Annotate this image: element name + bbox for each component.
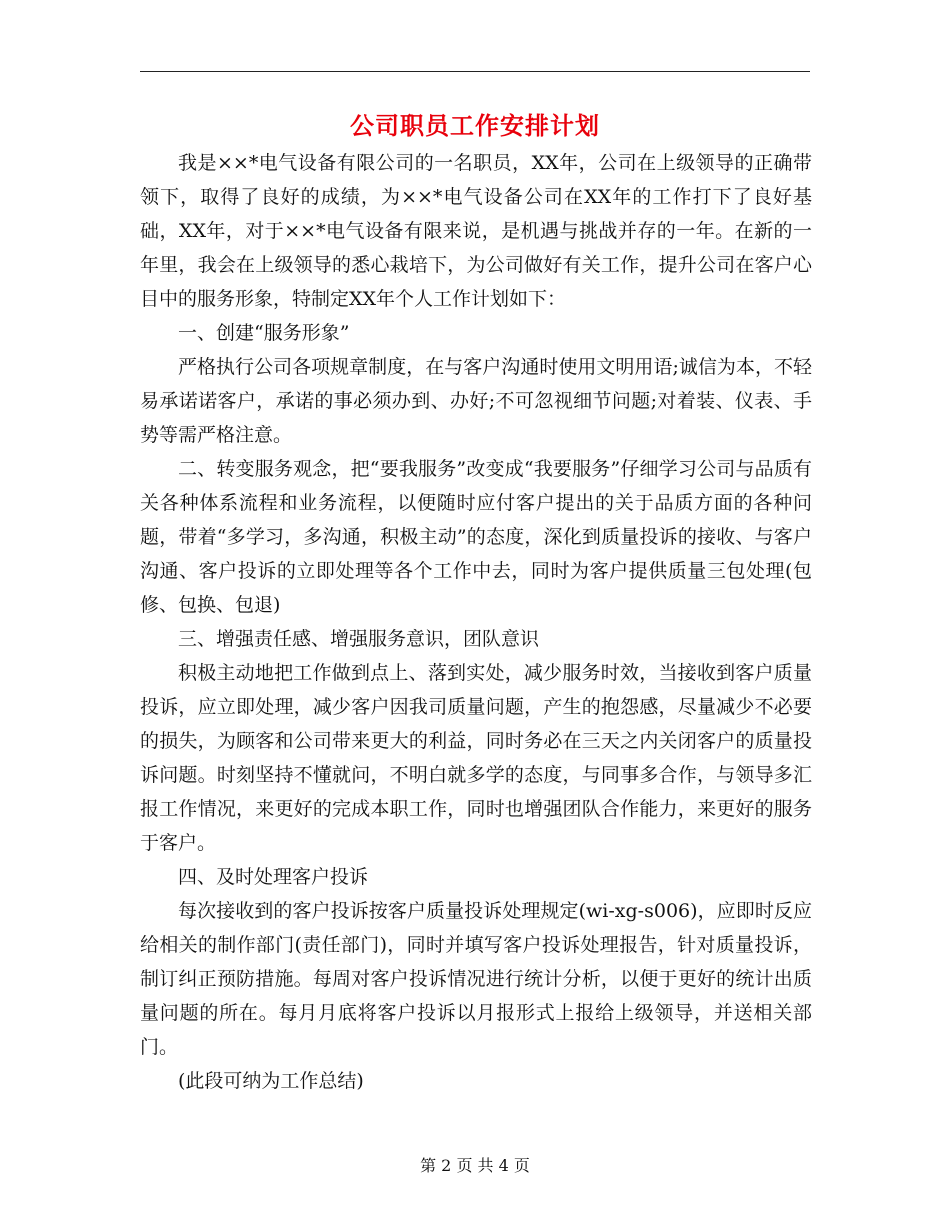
section-1-paragraph: 严格执行公司各项规章制度，在与客户沟通时使用文明用语;诚信为本，不轻易承诺诺客户，承诺的事必须办到、办好;不可忽视细节问题;对着装、仪表、手势等需严格注意。 [140, 356, 812, 446]
section-heading-3: 三、增强责任感、增强服务意识，团队意识 [178, 628, 540, 650]
closing-note: (此段可纳为工作总结) [178, 1070, 364, 1092]
section-heading-1: 一、创建“服务形象” [178, 322, 350, 344]
section-3-paragraph: 积极主动地把工作做到点上、落到实处，减少服务时效，当接收到客户质量投诉，应立即处理，减少客户因我司质量问题，产生的抱怨感，尽量减少不必要的损失，为顾客和公司带来更大的利益，同时务必在三天之内关闭客户的质量投诉问题。时刻坚持不懂就问，不明白就多学的态度，与同事多合作，与领导多汇报工作情况，来更好的完成本职工作，同时也增强团队合作能力，来更好的服务于客户。 [140, 662, 812, 854]
page-number-footer: 第 2 页 共 4 页 [420, 1156, 530, 1175]
section-4-paragraph: 每次接收到的客户投诉按客户质量投诉处理规定(wi-xg-s006)，应即时反应给相关的制作部门(责任部门)，同时并填写客户投诉处理报告，针对质量投诉，制订纠正预防措施。每周对客户投诉情况进行统计分析，以便于更好的统计出质量问题的所在。每月月底将客户投诉以月报形式上报给上级领导，并送相关部门。 [140, 900, 812, 1058]
section-heading-4: 四、及时处理客户投诉 [178, 866, 369, 888]
document-title: 公司职员工作安排计划 [350, 111, 600, 140]
header-rule [140, 71, 810, 72]
document-body [140, 146, 812, 1098]
section-2-paragraph: 二、转变服务观念，把“要我服务”改变成“我要服务”仔细学习公司与品质有关各种体系流程和业务流程，以便随时应付客户提出的关于品质方面的各种问题，带着“多学习，多沟通，积极主动”的态度，深化到质量投诉的接收、与客户沟通、客户投诉的立即处理等各个工作中去，同时为客户提供质量三包处理(包修、包换、包退) [140, 458, 812, 616]
intro-paragraph: 我是××*电气设备有限公司的一名职员，XX年，公司在上级领导的正确带领下，取得了良好的成绩，为××*电气设备公司在XX年的工作打下了良好基础，XX年，对于××*电气设备有限来说，是机遇与挑战并存的一年。在新的一年里，我会在上级领导的悉心栽培下，为公司做好有关工作，提升公司在客户心目中的服务形象，特制定XX年个人工作计划如下： [140, 152, 812, 310]
